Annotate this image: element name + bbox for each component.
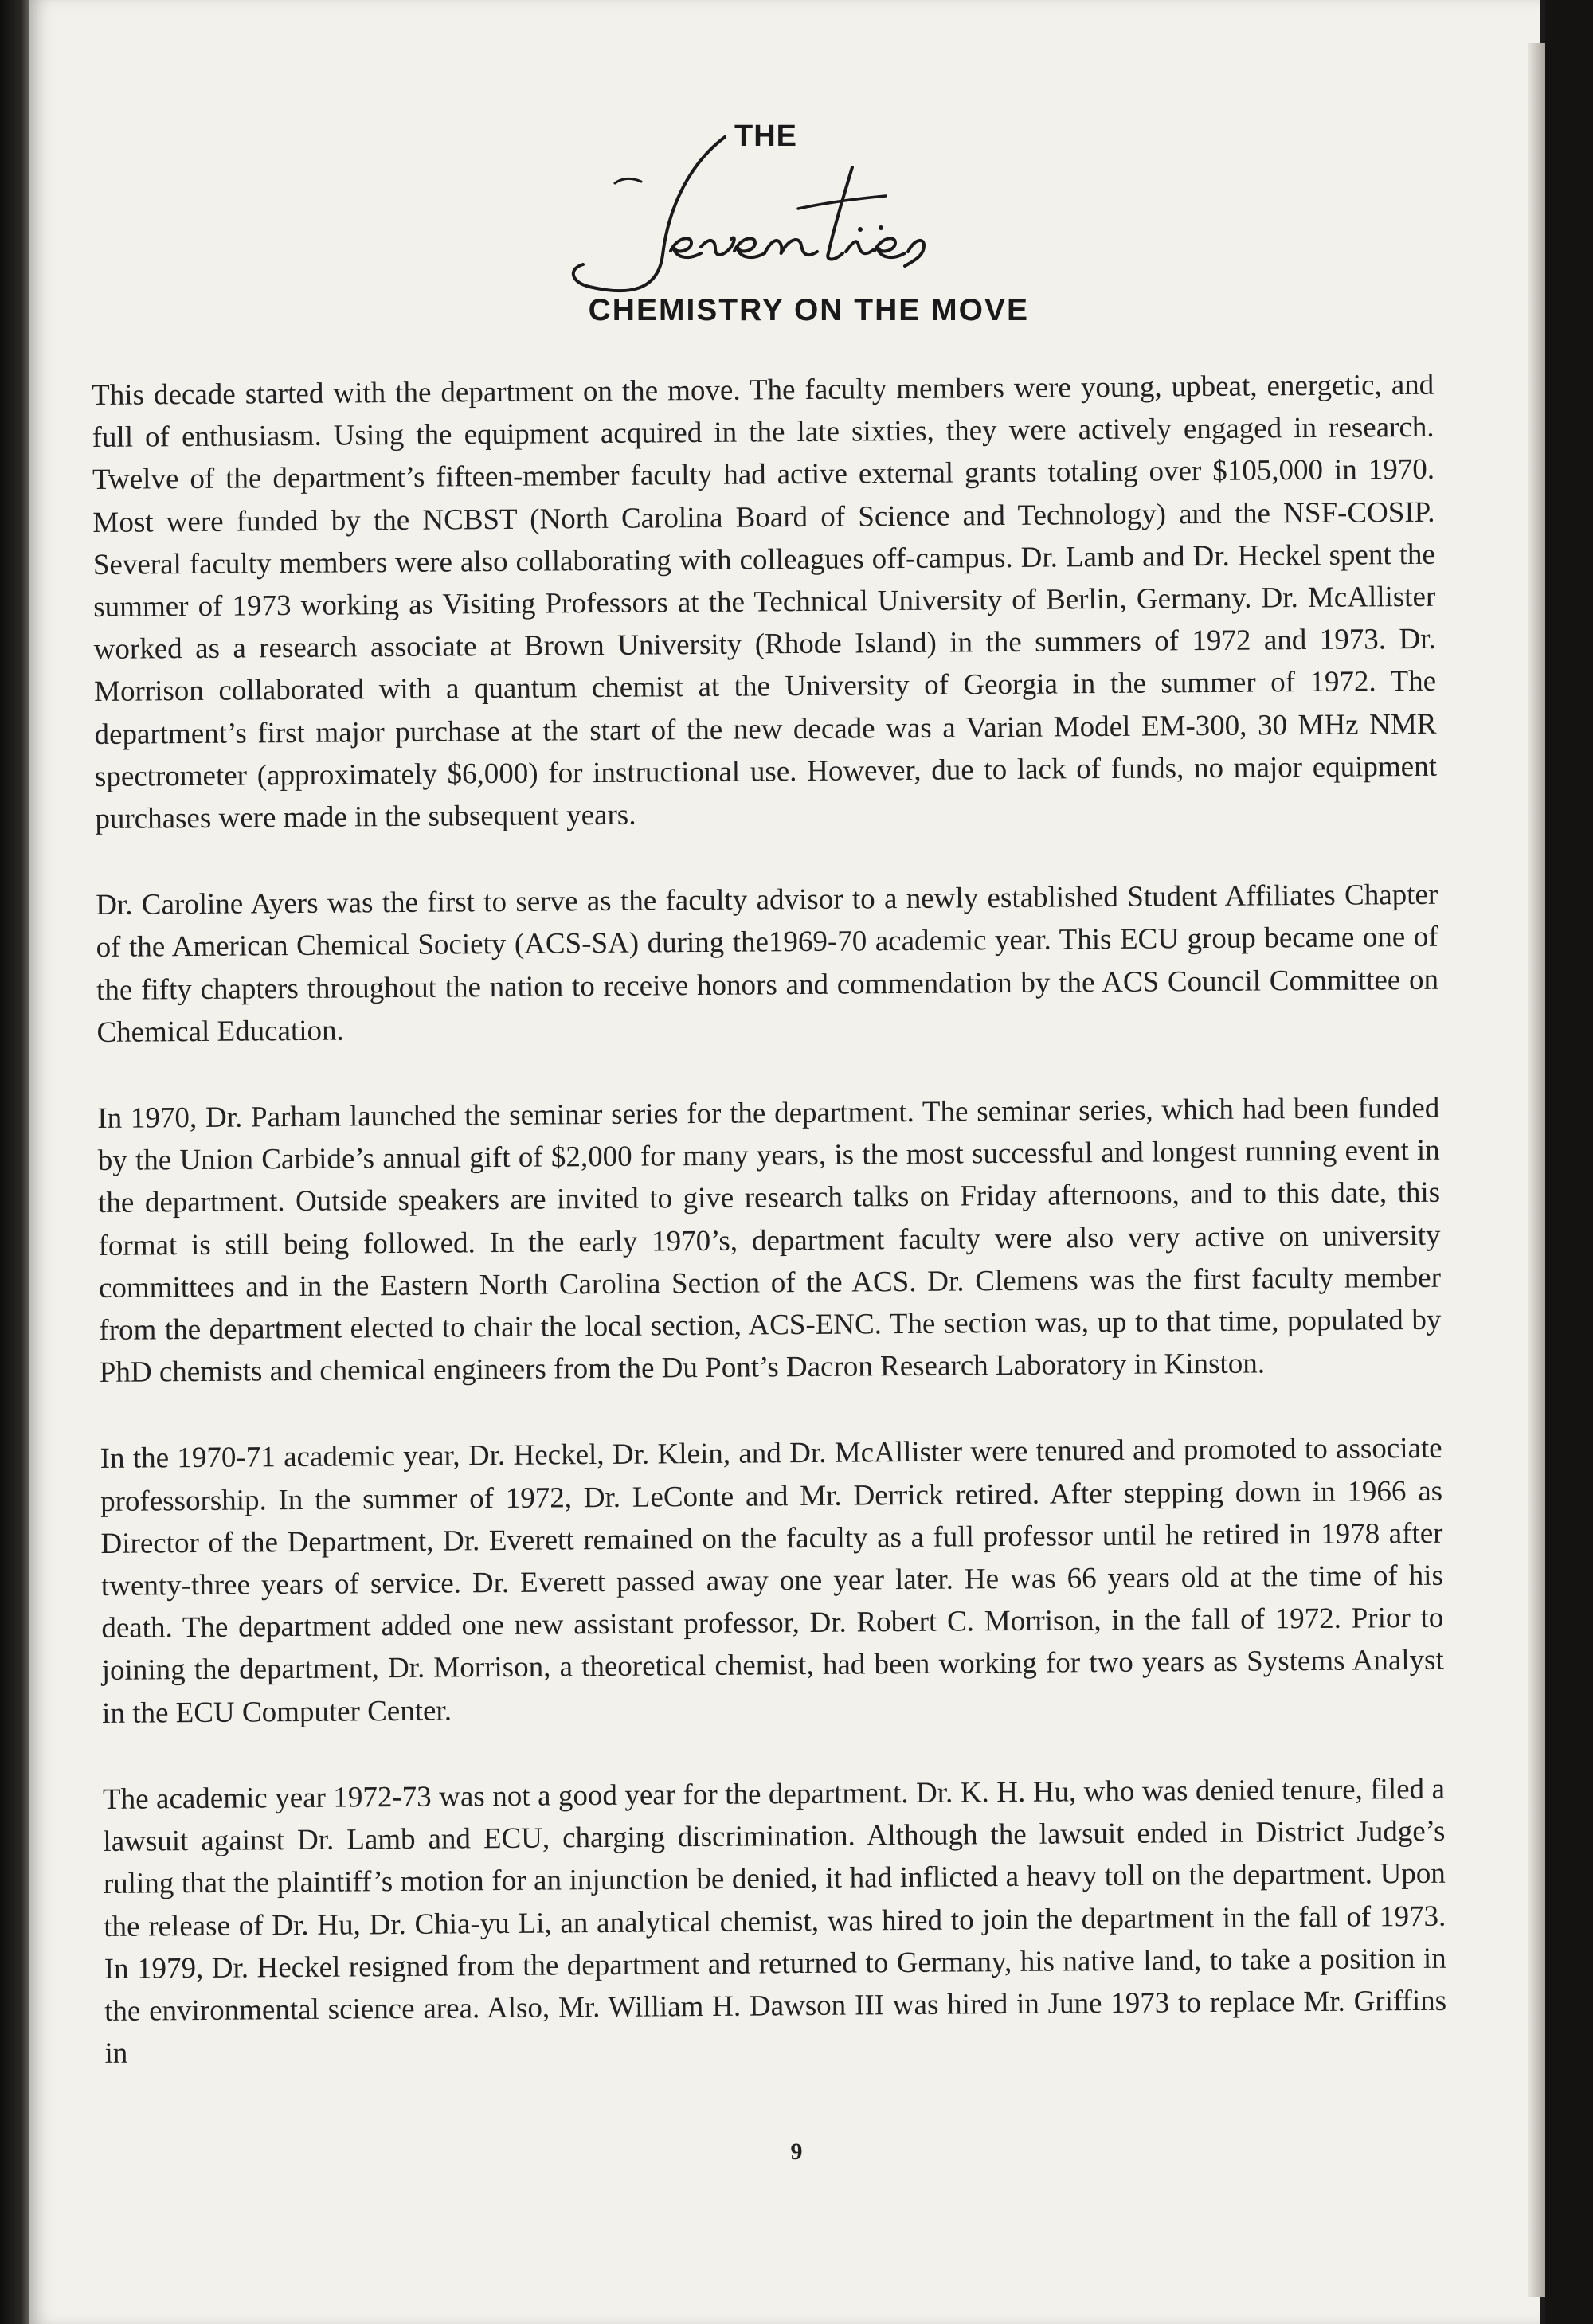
page-number: 9 <box>790 2138 803 2165</box>
script-v <box>701 237 734 255</box>
script-t-stem <box>828 167 852 260</box>
chapter-header <box>478 119 1035 342</box>
paragraph: The academic year 1972-73 was not a good year for the department. Dr. K. H. Hu, who was denied tenure, filed a lawsuit against Dr. Lamb and ECU, charging discrimination. Although the lawsuit ended in District Judge’s ruling that the plaintiff’s motion for an injunction be denied, it had inflicted a heavy toll on the department. Upon the release of Dr. Hu, Dr. Chia-yu Li, an analytical chemist, was hired to join the department in the fall of 1973. In 1979, Dr. Heckel resigned from the department and returned to Germany, his native land, to take a position in the environmental science area. Also, Mr. William H. Dawson III was hired in June 1973 to replace Mr. Griffins in <box>102 1772 1447 2071</box>
script-title-seventies <box>478 119 1035 303</box>
script-n <box>765 240 817 255</box>
page-edge-stack <box>1528 43 1545 2297</box>
script-s-stroke <box>573 137 725 291</box>
background-right <box>1545 0 1593 2324</box>
script-e-1 <box>671 238 701 257</box>
script-s-flourish <box>615 178 641 183</box>
paragraph: This decade started with the department on the move. The faculty members were young, upbeat, energetic, and full of enthusiasm. Using the equipment acquired in the late sixties, they were actively engaged in research. Twelve of the department’s fifteen-member faculty had active external grants totaling over $105,000 in 1970. Most were funded by the NCBST (North Carolina Board of Science and Technology) and the NSF-COSIP. Several faculty members were also collaborating with colleagues off-campus. Dr. Lamb and Dr. Heckel spent the summer of 1973 working as Visiting Professors at the Technical University of Berlin, Germany. Dr. McAllister worked as a research associate at Brown University (Rhode Island) in the summers of 1972 and 1973. Dr. Morrison collaborated with a quantum chemist at the University of Georgia in the summer of 1972. The department’s first major purchase at the start of the new decade was a Varian Model EM-300, 30 MHz NMR spectrometer (approximately $6,000) for instructional use. However, due to lack of funds, no major equipment purchases were made in the subsequent years. <box>92 368 1438 836</box>
paragraph: In 1970, Dr. Parham launched the seminar series for the department. The seminar series, which had been funded by the Union Carbide’s annual gift of $2,000 for many years, is the most successful and longest running event in the department. Outside speakers are invited to give research talks on Friday afternoons, and to this date, this format is still being followed. In the early 1970’s, department faculty were also very active on university committees and in the Eastern North Carolina Section of the ACS. Dr. Clemens was the first faculty member from the department elected to chair the local section, ACS-ENC. The section was, up to that time, populated by PhD chemists and chemical engineers from the Du Pont’s Dacron Research Laboratory in Kinston. <box>97 1091 1442 1390</box>
script-i <box>846 241 873 253</box>
chapter-subtitle: CHEMISTRY ON THE MOVE <box>588 293 1029 327</box>
script-e-2 <box>734 238 765 257</box>
body-text <box>92 364 1447 2119</box>
script-e-3 <box>875 238 905 257</box>
header-the-label: THE <box>734 119 797 153</box>
paragraph: Dr. Caroline Ayers was the first to serve as the faculty advisor to a newly established Student Affiliates Chapter of the American Chemical Society (ACS-SA) during the1969-70 academic year. This ECU group became one of the fifty chapters throughout the nation to receive honors and commendation by the ACS Council Committee on Chemical Education. <box>96 878 1439 1049</box>
paragraph: In the 1970-71 academic year, Dr. Heckel, Dr. Klein, and Dr. McAllister were tenured and promoted to associate professorship. In the summer of 1972, Dr. LeConte and Mr. Derrick retired. After stepping down in 1966 as Director of the Department, Dr. Everett remained on the faculty as a full professor until he retired in 1978 after twenty-three years of service. Dr. Everett passed away one year later. He was 66 years old at the time of his death. The department added one new assistant professor, Dr. Robert C. Morrison, in the fall of 1972. Prior to joining the department, Dr. Morrison, a theoretical chemist, had been working for two years as Systems Analyst in the ECU Computer Center. <box>100 1432 1444 1730</box>
script-s-end <box>905 241 924 266</box>
